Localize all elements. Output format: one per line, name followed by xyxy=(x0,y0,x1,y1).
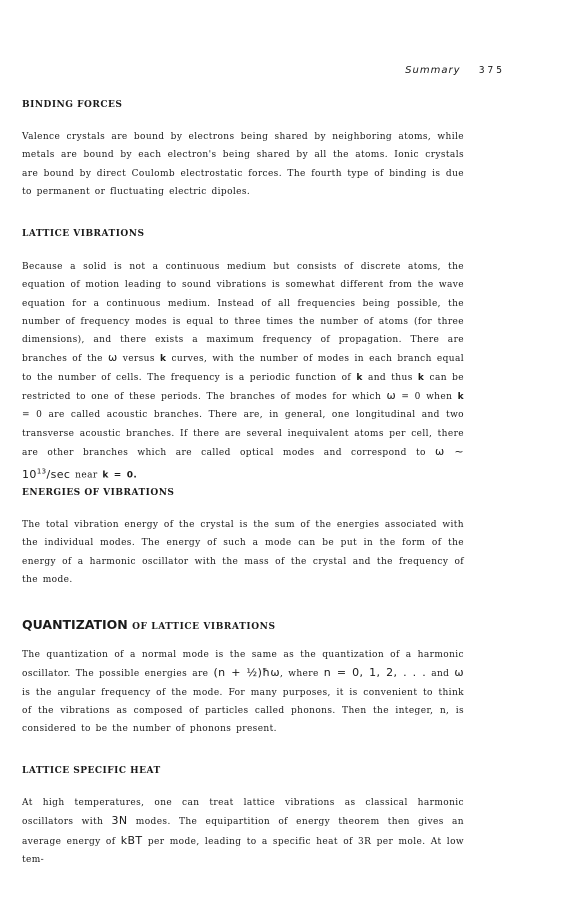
n-values: n = 0, 1, 2, . . . xyxy=(323,666,427,680)
omega-symbol: ω xyxy=(108,351,118,365)
page-number: 375 xyxy=(478,65,505,76)
section-body-lattice-vibrations xyxy=(22,258,464,485)
paragraph: Because a solid is not a continuous medium but consists of discrete atoms, the equation of motion leading to sound vibrations is somewhat different from the wave equation for a continuous medium. Instead of all frequencies being possible, the number of frequency modes is equal to three times the number of atoms (for three dimensions), and there exists a maximum frequency of propagation. There are branches of the ω versus k curves, with the number of modes in each branch equal to the number of cells. The frequency is a periodic function of k and thus k can be restricted to one of these periods. The branches of modes for which ω = 0 when k = 0 are called acoustic branches. There are, in general, one longitudinal and two transverse acoustic branches. If there are several inequivalent atoms per cell, there are other branches which are called optical modes and correspond to ω ~ $10^{13}/\sec$ near k = 0. xyxy=(22,262,465,481)
paragraph: At high temperatures, one can treat lattice vibrations as classical harmonic oscillators with 3N modes. The equipartition of energy theorem then gives an average energy of kBT per mode, leading to a specific heat of 3R per mole. At low tem- xyxy=(22,798,465,865)
section-heading-binding-forces: BINDING FORCES xyxy=(22,100,123,110)
k-vector: k xyxy=(159,354,167,365)
section-body-energies-of-vibrations xyxy=(22,516,464,589)
section-body-quantization xyxy=(22,646,464,738)
energy-formula: (n + ½)ħω xyxy=(213,666,280,680)
section-body-lattice-specific-heat xyxy=(22,794,464,869)
paragraph: The total vibration energy of the crystal is the sum of the energies associated with the individual modes. The energy of such a mode can be put in the form of the energy of a harmonic oscillator with the mass of the crystal and the frequency of the mode. xyxy=(22,520,464,585)
running-head-title: Summary xyxy=(405,65,461,76)
paragraph: The quantization of a normal mode is the same as the quantization of a harmonic oscillator. The possible energies are (n + ½)ħω, where n = 0, 1, 2, . . . and ω is the angular frequency of the mode. For many purposes, it is convenient to think of the vibrations as composed of particles called phonons. Then the integer, n, is considered to be the number of phonons present. xyxy=(22,650,464,735)
section-heading-lattice-specific-heat: LATTICE SPECIFIC HEAT xyxy=(22,766,161,776)
section-heading-quantization: QUANTIZATION OF LATTICE VIBRATIONS xyxy=(22,617,276,632)
section-body-binding-forces xyxy=(22,128,464,201)
three-n: 3N xyxy=(111,814,128,828)
section-heading-energies-of-vibrations: ENERGIES OF VIBRATIONS xyxy=(22,488,175,498)
k-zero: k = 0. xyxy=(102,470,138,481)
running-head xyxy=(405,64,505,76)
kbt: kBT xyxy=(120,833,143,847)
paragraph: Valence crystals are bound by electrons being shared by neighboring atoms, while metals are bound by each electron's being shared by all the atoms. Ionic crystals are bound by direct Coulomb electrostatic forces. The fourth type of binding is due to permanent or fluctuating electric dipoles. xyxy=(22,132,464,197)
section-heading-lattice-vibrations: LATTICE VIBRATIONS xyxy=(22,229,145,239)
optical-frequency: ω ~ $10^{13}/\sec$ xyxy=(22,444,464,481)
